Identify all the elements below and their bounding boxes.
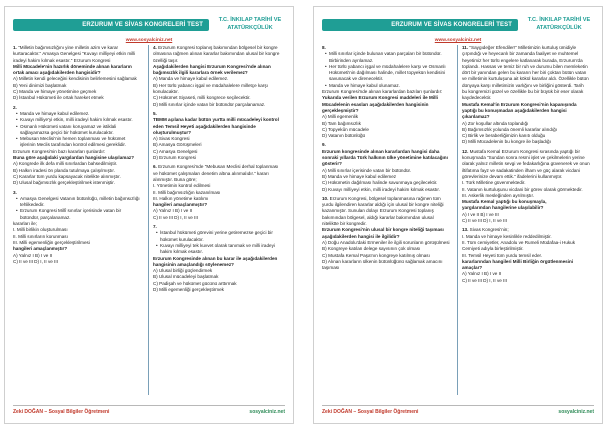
page-footer — [322, 405, 594, 417]
answer-option: D) Milli egemenliği gerçekleştirmek — [153, 286, 224, 292]
answer-choice: C) II ve III D) I, II ve III — [153, 214, 198, 220]
page-header — [322, 15, 594, 37]
question-prompt: Erzurum kongresinde alınan kararlardan hangisi daha sonraki yıllarda Türk halkının ülke yönetimine katılacağını gösterir? — [322, 148, 448, 167]
bullet-item: • Manda ve himaye kabul edilemez. — [16, 111, 141, 117]
answer-option: D) Ulusal bağımsızlık gerçekleştirilmek istenmiştir. — [13, 180, 115, 186]
question-number: 3. — [13, 189, 17, 195]
question-item — [153, 164, 281, 221]
page-right — [313, 6, 603, 424]
answer-option: C) Topyekûn mücadele — [322, 126, 369, 132]
question-text: 10. Erzurum Kongresi, bölgesel toplanmasına rağmen tüm yurdu ilgilendiren kararlar aldığı için ulusal bir kongre niteliği kazanmıştır. Sunulan dolayı Erzurum Kongresi toplanış bakımından bölgesel, aldığı kararlar bakımından ulusal niteliktte bir kongredir. — [322, 195, 444, 227]
site-url-link[interactable]: www.sosyalciniz.net — [434, 38, 482, 43]
bullet-item: • Manda ve himaye kabul olunamaz. — [325, 83, 450, 89]
question-prompt: TBMM açılana kadar bütün yurtta milli mücadeleyi kontrol eden Temsil Heyeti aşağıdakilerden hangisinde oluşturulmuştur? — [153, 117, 279, 135]
question-item — [322, 142, 450, 192]
answer-option: D) Alınan kararların ülkenin bütünlüğünü sağlamak amacını taşıması — [322, 258, 443, 271]
left-column — [13, 45, 141, 268]
question-text: 1. "Milletin bağımsızlığını yine milletin azim ve karar kurtaracaktır." Amasya Genelgesi "Kuvayı milliyeyi etkin milli iradeyi hakim kılmak esastır." Erzurum Kongresi — [13, 45, 136, 63]
question-prompt: Buna göre aşağıdaki yargılardan hangisine ulaşılamaz? — [13, 155, 135, 161]
left-column — [322, 45, 450, 274]
question-number: 13. — [462, 227, 470, 233]
answer-option: B) Ulusal mücadeleyi başlatmak — [153, 274, 219, 280]
question-number: 6. — [153, 164, 159, 170]
answer-option: III. Milli egemenliğin gerçekleştirilmesi — [13, 239, 90, 245]
question-prompt: hangileri amaçlanmıştır? — [13, 246, 68, 252]
question-number: 10. — [322, 195, 330, 201]
question-prompt: Mustafa Kemal yaptığı bu konuşmayla, — [462, 199, 547, 205]
question-number: 8. — [322, 45, 326, 50]
bullet-list — [13, 111, 141, 149]
question-number: 11. — [462, 45, 470, 50]
footer-site-link[interactable]: sosyalciniz.net — [249, 409, 285, 415]
bullet-item: • Erzurum Kongresi Millî sınırlar içerisinde vatan bir bütündür, parçalanamaz. — [16, 208, 141, 221]
bullet-list — [153, 230, 281, 255]
answer-option: III. Halkın yönetime katılımı — [153, 195, 209, 201]
question-number: 7. — [153, 224, 157, 230]
question-text: 4. Erzurum Kongresi toplanış bakımından bölgesel bir kongre olmasına rağmen alınan kararlar bakımından ulusal bir kongre özelliği taşır. — [153, 45, 280, 63]
question-number: 5. — [153, 110, 157, 116]
bullet-item: • Milli sınırlar içinde bulunan vatan parçaları bir bütündür. Birbirinden ayrılamaz. — [325, 51, 450, 64]
header-title: ERZURUM VE SİVAS KONGRELERİ TEST — [82, 22, 203, 28]
question-item — [322, 45, 450, 139]
answer-option: D) Kuvayı milliyeyi etkin, milli iradeyi hakim kılmak esastır. — [322, 186, 440, 192]
question-text: Erzurum Kongresi'nin bazı kararları şunlardır: — [13, 148, 106, 154]
answer-option: III. Temsil Heyeti tüm yurdu temsil eder. — [462, 252, 543, 258]
answer-option: D) Erzurum Kongresi — [153, 155, 196, 161]
answer-option: A) Zor koşullar altında toplandığı — [462, 120, 529, 126]
header-course-title: T.C. İNKILAP TARİHİ VE ATATÜRKÇÜLÜK — [527, 17, 591, 31]
answer-choice: A) Yalnız I B) I ve II — [153, 208, 193, 214]
answer-option: B) Manda ve himaye kabul edilemez — [322, 173, 397, 179]
page-header — [13, 15, 285, 37]
page-left — [4, 6, 294, 424]
answer-option: C) Manda ve himaye yönetimine geçmek — [13, 89, 97, 95]
question-item — [153, 224, 281, 293]
question-prompt: Mustafa Kemal'in Erzurum Kongresi'nin kapanışında yaptığı bu konuşmadan aşağıdakilerden hangisi çıkarılamaz? — [462, 101, 577, 120]
answer-choice: C) II ve III D) I, II ve III — [13, 258, 58, 264]
answer-choice: A) I ve II B) I ve III — [462, 211, 499, 217]
answer-option: A) Doğu Anadolu'daki Ermeniler ile ilgili sorunların görüşülmesi — [322, 239, 450, 245]
answer-option: A) Ulusal birliği güçlendirmek — [153, 268, 213, 274]
answer-choice: A) Yalnız I B) I ve II — [13, 252, 53, 258]
answer-choice: A) Yalnız I B) I ve II — [462, 271, 502, 277]
answer-option: II. Vatanın kurtuluşunu vicdani bir görev olarak görmektedir. — [462, 186, 583, 192]
answer-option: II. Tüm cemiyetler, Anadolu ve Rumeli Müdafaa-i Hukuk Cemiyeti adıyla birleştirilmiştir. — [462, 239, 576, 252]
question-prompt: yargılarından hangilerine ulaşılabilir? — [462, 205, 544, 211]
question-text: Erzurum Kongresi'nde alınan kararlardan bazıları şunlardır: — [322, 89, 443, 95]
answer-option: II. Milli bağımsızlığın kazanılması — [153, 189, 221, 195]
question-item — [13, 105, 141, 187]
answer-option: I. Yönetimin kontrol edilmesi — [153, 183, 211, 189]
bullet-item: • Mebusan Meclisi'nin hemen toplanması ve hükümet işlerinin Meclis tarafından kontrol edilmesi gereklidir. — [16, 136, 141, 149]
answer-option: I. Milli birlikin oluşturulması — [13, 227, 68, 233]
question-item — [13, 190, 141, 266]
question-item — [462, 45, 590, 146]
answer-option: C) Birlik ve beraberliğimizin kanıtı olduğu — [462, 133, 546, 139]
answer-option: C) Kararlar tüm yurdu kapsayacak nitelikte alınmıştır. — [13, 173, 121, 179]
question-prompt: hangileri amaçlanmıştır? — [153, 202, 208, 208]
header-title: ERZURUM VE SİVAS KONGRELERİ TEST — [391, 22, 512, 28]
question-number: 2. — [13, 104, 17, 110]
bullet-list — [322, 51, 450, 89]
question-item — [13, 45, 141, 102]
footer-site-link[interactable]: sosyalciniz.net — [558, 409, 594, 415]
answer-option: C) Hükümet Siyaseti, milli kongrece seçilecektir. — [153, 95, 251, 101]
question-text: kararları ile; — [13, 221, 37, 227]
question-text: 11. "Saygıdeğer Efendiler!" Milletimizin kurtuluş ümidiyle çırpındığı ve heyecanlı bir zamanda faaliyet ve muhtemel heyetimiz her türlü engelere katlanarak burada, Erzurum'da toplandı. Hassas ve temiz bir ruh ve durumu bilen memleketin dört bir yanından gelen bu kararın her biri çoktan bütün vatan ve milletimin kurtuluşuna ait kökül kararlar aldı. Özellikle bütün dünyaya karşı milletimizin varlığını ve birliğini gösterdi. Tarih bu kongremizi güzel ve özellikle bu bir büyük bir eser olarak kaydedecektir. — [462, 45, 589, 101]
question-item — [153, 111, 281, 161]
question-number: 9. — [322, 142, 326, 148]
question-prompt: kararlarından hangileri Milli Birliğin örgütlenmesini amaçlar? — [462, 258, 574, 271]
answer-option: A) Kongrede ilk defa milli sınırlardan bahsedilmiştir. — [13, 161, 118, 167]
column-divider — [148, 45, 149, 395]
question-number: 4. — [153, 45, 159, 50]
question-prompt: Erzurum Kongresi'nin ulusal bir kongre niteliği taşıması aşağıdakilerden hangisi ile ilgilidir? — [322, 227, 444, 239]
right-column — [462, 45, 590, 287]
answer-option: C) Mustafa Kemal Paşa'nın kongreye katılmış olması — [322, 252, 430, 258]
answer-option: A) Manda ve himaye kabul edilemez. — [153, 76, 229, 82]
page-footer — [13, 405, 285, 417]
answer-option: B) Bağımsızlık yolunda önemli kararlar alındığı — [462, 126, 557, 132]
answer-option: A) Milli sınırlar içerisinde vatan bir bütündür. — [322, 167, 412, 173]
question-item — [462, 227, 590, 284]
question-prompt: Milli Mücadele'nin hazırlık döneminde alınan kararların ortak amacı aşağıdakilerden hangisidir? — [13, 63, 132, 76]
answer-option: I. Manda ve himaye kesinlikle reddedilmiştir. — [462, 233, 552, 239]
question-item — [322, 196, 450, 272]
answer-option: B) Kongreye katılan delege sayısının çok olması — [322, 246, 421, 252]
right-column — [153, 45, 281, 296]
answer-choice: C) II ve III D) I, II ve III — [462, 218, 507, 224]
question-prompt: Aşağıdakilerden hangisi Erzurum Kongresi'nde alınan bağımsızlık ilgili kararlara örnek verilemez? — [153, 63, 271, 76]
question-text: 12. Mustafa Kemal Erzurum Kongresi sırasında yaptığı bir konuşmada "Sundan sonra resmi işlet ve çekilmelerin yerine olarak yalnız milletin sevgi ve fedakarlığına güvenerek ve onun iltifatıma fayz ve sadakatinden ilham ve güç alarak vicdani görevlerinize devam ettik." ifadelerini kullanmıştır. — [462, 148, 590, 179]
answer-option: D) Vatanın bütünlüğü — [322, 133, 366, 139]
answer-option: B) Tam bağımsızlık — [322, 120, 361, 126]
question-text: 6. Erzurum Kongresi'nde "Mebusan Meclisi derhal toplanması ve hükümet çalışmaları denetim altına alınmalıdır." kararı alınmıştır. Buna göre; — [153, 164, 279, 182]
question-text: 13. Sivas Kongresi'nin; — [462, 227, 509, 233]
bullet-item: • Amasya Genelgesi Vatanın bütünlüğü, milletin bağımsızlığı tehlikededir. — [16, 196, 141, 209]
column-divider — [457, 45, 458, 395]
question-number: 1. — [13, 45, 19, 50]
bullet-item: • Kuvayı milliyeyi tek kuvvet olarak tanımak ve milli iradeyi hakim kılmak esastır. — [156, 243, 281, 256]
bullet-item: • İstanbul hükümeti görevini yerine getiremezse geçici bir hükümet kurulacaktır. — [156, 230, 281, 243]
answer-option: A) Milli egemenlik — [322, 114, 358, 120]
question-prompt: Yukarıda verilen Erzurum Kongresi maddeleri ile Milli Mücadelenin esasları aşağıdakilerden hangisinin gerçekleşmiştir? — [322, 95, 438, 113]
question-item — [153, 45, 281, 108]
answer-option: A) Milletin kendi geleceğini kendisinin belirlemesini sağlamak — [13, 76, 137, 82]
question-number: 12. — [462, 148, 470, 154]
bullet-item: • Her türlü yabancı işgal ve müdahalelere karşı ve Osmanlı Hükümeti'nin dağılması halinde, millet topyekün kendisini savunacak ve direnecektir. — [325, 64, 450, 83]
header-course-title: T.C. İNKILAP TARİHİ VE ATATÜRKÇÜLÜK — [218, 17, 282, 31]
answer-option: C) Amasya Genelgesi — [153, 148, 198, 154]
answer-choice: C) II ve III D) I, II ve III — [462, 277, 507, 283]
answer-option: B) Yeni dinimizi başlatmak — [13, 82, 67, 88]
answer-option: C) Padişah ve hükümet gücünü arttırmak — [153, 280, 237, 286]
answer-option: B) Halkın iradesi ön planda tutulmaya çalışılmıştır. — [13, 167, 115, 173]
bullet-list — [13, 196, 141, 221]
bullet-item: • Osmanlı Hükümeti vatanı koruyamaz ve istiklali sağlayamazsa geçici bir hükümet kurulacaktır. — [16, 124, 141, 137]
answer-option: A) Sivas Kongresi — [153, 136, 190, 142]
footer-author: Zeki DOĞAN – Sosyal Bilgiler Öğretmeni — [322, 409, 419, 415]
answer-option: II. Milli sınırların korunması — [13, 233, 68, 239]
answer-option: III. Askerlik mesleğinden ayrılmıştır. — [462, 192, 534, 198]
answer-option: B) Amasya Görüşmeleri — [153, 142, 202, 148]
site-url-link[interactable]: www.sosyalciniz.net — [125, 38, 173, 43]
answer-option: D) Milli Mücadelenin bu kongre ile başladığı — [462, 139, 551, 145]
footer-author: Zeki DOĞAN – Sosyal Bilgiler Öğretmeni — [13, 409, 110, 415]
answer-option: D) Milli sınırlar içinde vatan bir bütündür parçalanamaz. — [153, 101, 266, 107]
answer-option: I. Türk Milletine güvenmektedir. — [462, 180, 526, 186]
question-item — [462, 149, 590, 225]
question-prompt: Erzurum Kongresinde alınan bu karar ile aşağıdakilerden hangisinin amaçlandığı söylenemez? — [153, 255, 278, 267]
answer-option: B) Her türlü yabancı işgal ve müdahalelere milletçe karşı konulacaktır. — [153, 82, 268, 95]
answer-option: C) Hükümetin dağılması halinde savunmaya geçilecektir. — [322, 180, 438, 186]
answer-option: D) İstanbul Hükümeti ile ortak hareket etmek — [13, 95, 104, 101]
bullet-item: • Kuvayı milliye'yi etkin, milli iradeyi hakim kılmak esastır. — [16, 117, 141, 123]
